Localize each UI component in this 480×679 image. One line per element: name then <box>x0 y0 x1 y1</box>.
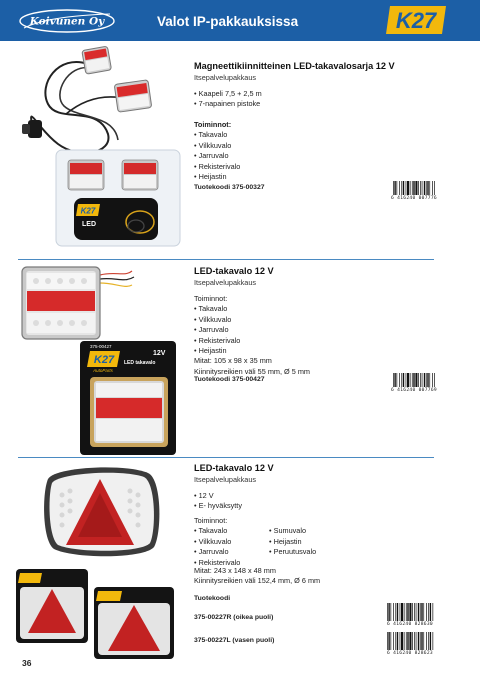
bullet: • 12 V <box>194 491 214 500</box>
product-3-code-right: 375-00227R (oikea puoli) <box>194 614 274 621</box>
product-3-subtitle: Itsepalvelupakkaus <box>194 475 257 484</box>
bullet: • E- hyväksytty <box>194 501 242 511</box>
product-1-code: Tuotekoodi 375-00327 <box>194 184 265 191</box>
function-item: • Jarruvalo <box>194 151 229 161</box>
product-2-package-voltage: 12V <box>153 350 166 357</box>
barcode-number: 6 416240 007769 <box>391 388 437 393</box>
function-item: • Heijastin <box>194 346 227 356</box>
function-item: • Vilkkuvalo <box>194 314 232 324</box>
product-3-functions-col2 <box>269 526 316 557</box>
product-2-package-name: LED takavalo <box>124 360 156 366</box>
product-2-package-code: 375-00427 <box>90 344 112 349</box>
bullet: • Kaapeli 7,5 + 2,5 m <box>194 89 262 98</box>
bullet: • 7-napainen pistoke <box>194 99 261 109</box>
barcode-number: 6 416240 007776 <box>391 196 437 201</box>
k27-logo <box>384 4 448 36</box>
section-title: Valot IP-pakkauksissa <box>157 14 299 29</box>
product-1-functions <box>194 120 240 182</box>
function-item: • Takavalo <box>194 526 228 536</box>
functions-heading: Toiminnot: <box>194 294 228 303</box>
function-item: • Takavalo <box>194 130 228 140</box>
function-item: • Sumuvalo <box>269 526 307 536</box>
product-3-image <box>14 463 174 659</box>
product-3-code-left: 375-00227L (vasen puoli) <box>194 637 275 644</box>
product-3-code-heading: Tuotekoodi <box>194 595 231 602</box>
product-1-package-label: LED <box>82 221 96 228</box>
function-item: • Rekisterivalo <box>194 161 241 171</box>
svg-text:K27: K27 <box>93 354 115 366</box>
product-3-title: LED-takavalo 12 V <box>194 463 274 473</box>
dimensions: Mitat: 105 x 98 x 35 mm <box>194 356 272 366</box>
barcode-icon <box>387 603 433 621</box>
barcode-icon <box>393 373 435 387</box>
product-1-barcode <box>391 181 437 201</box>
hole-spacing: Kiinnitysreikien väli 152,4 mm, Ø 6 mm <box>194 576 321 586</box>
product-3-barcode-left <box>387 632 433 656</box>
product-divider <box>18 457 434 458</box>
svg-text:K27: K27 <box>395 8 437 33</box>
product-3-specs <box>194 566 320 587</box>
barcode-icon <box>387 632 433 650</box>
function-item: • Jarruvalo <box>194 325 229 335</box>
function-item: • Jarruvalo <box>194 547 229 557</box>
product-2-package-brand: AutoParts <box>93 368 113 373</box>
functions-heading: Toiminnot: <box>194 516 228 525</box>
product-1-subtitle: Itsepalvelupakkaus <box>194 73 257 82</box>
product-3-functions-col1 <box>194 516 240 568</box>
function-item: • Takavalo <box>194 304 228 314</box>
function-item: • Peruutusvalo <box>269 547 317 557</box>
product-2-subtitle: Itsepalvelupakkaus <box>194 278 257 287</box>
barcode-number: 6 416240 828623 <box>387 651 433 656</box>
page-header <box>0 0 480 41</box>
product-1-bullets <box>194 89 262 110</box>
function-item: • Rekisterivalo <box>194 557 241 567</box>
dimensions: Mitat: 243 x 148 x 48 mm <box>194 566 276 575</box>
page-number: 36 <box>22 658 32 668</box>
svg-text:Koivunen Oy: Koivunen Oy <box>29 15 105 28</box>
product-2-functions <box>194 294 310 377</box>
svg-text:K27: K27 <box>80 206 96 216</box>
barcode-icon <box>393 181 435 195</box>
product-2-image <box>20 263 166 455</box>
functions-heading: Toiminnot: <box>194 120 232 129</box>
function-item: • Heijastin <box>269 536 302 546</box>
product-1-title: Magneettikiinnitteinen LED-takavalosarja 12 V <box>194 61 395 71</box>
function-item: • Vilkkuvalo <box>194 536 232 546</box>
koivunen-logo <box>18 8 116 34</box>
product-3-bullets <box>194 491 242 512</box>
function-item: • Vilkkuvalo <box>194 140 232 150</box>
function-item: • Rekisterivalo <box>194 335 241 345</box>
product-3-barcode-right <box>387 603 433 627</box>
barcode-number: 6 416240 828630 <box>387 622 433 627</box>
product-1-image <box>18 44 180 246</box>
product-2-barcode <box>391 373 437 393</box>
product-2-code: Tuotekoodi 375-00427 <box>194 376 265 383</box>
product-divider <box>18 259 434 260</box>
hole-spacing: Kiinnitysreikien väli 55 mm, Ø 5 mm <box>194 366 310 376</box>
product-2-title: LED-takavalo 12 V <box>194 266 274 276</box>
function-item: • Heijastin <box>194 172 227 182</box>
